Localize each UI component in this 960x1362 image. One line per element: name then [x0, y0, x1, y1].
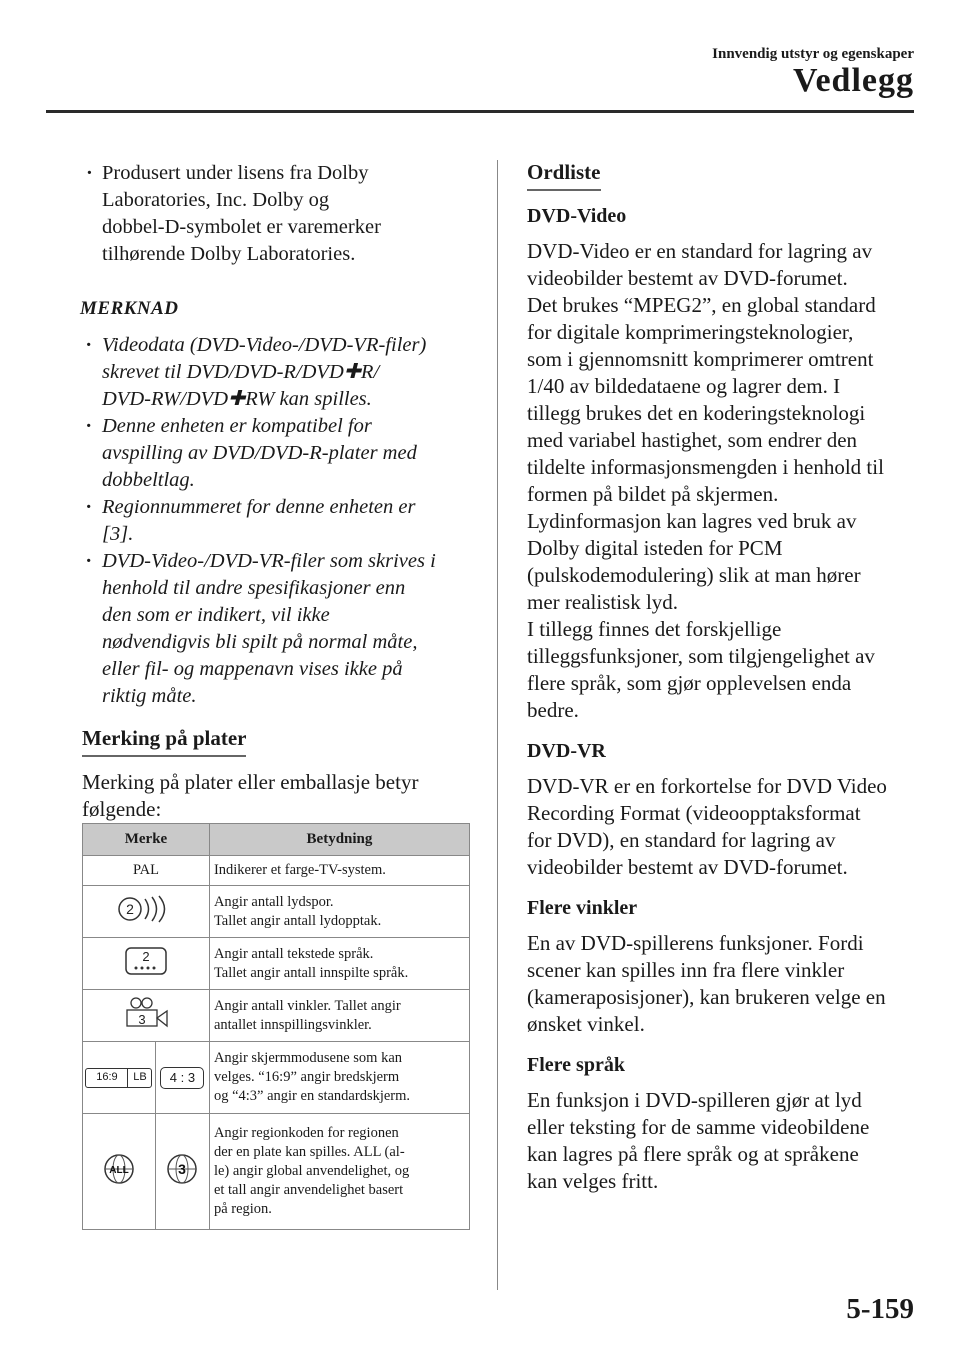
row-line: Angir antall vinkler. Tallet angir — [213, 997, 401, 1014]
row-line: et tall angir anvendelighet basert — [213, 1182, 404, 1198]
audio-tracks-icon — [83, 886, 210, 938]
widescreen-label: 16:9 — [96, 1071, 118, 1083]
intro-line: Laboratories, Inc. Dolby og — [102, 189, 330, 211]
widescreen-icon — [83, 1042, 156, 1114]
svg-text:2: 2 — [142, 948, 150, 964]
definition-line: 1/40 av bildedataene og lagrer dem. I — [527, 374, 841, 398]
row-line: Angir antall lydspor. — [213, 893, 334, 910]
subtitle-languages-icon — [83, 938, 210, 990]
term-dvd-vr: DVD-VR — [527, 740, 606, 762]
note-line: skrevet til DVD/DVD-R/DVD✚R/ — [102, 361, 380, 383]
note-line: nødvendigvis bli spilt på normal måte, — [102, 631, 418, 653]
table-header-row — [83, 824, 470, 856]
definition-line: (pulskodemodulering) slik at man hører — [527, 563, 861, 587]
camera-angles-icon-svg — [121, 996, 171, 1030]
svg-text:3: 3 — [178, 1160, 187, 1177]
definition-line: eller teksting for de samme videobildene — [527, 1115, 870, 1139]
definition-line: scener kan spilles inn fra flere vinkler — [527, 958, 845, 982]
definition-line: mer realistisk lyd. — [527, 590, 679, 614]
standard-screen-icon — [155, 1042, 209, 1114]
header-title: Vedlegg — [793, 62, 914, 99]
note-line: henhold til andre spesifikasjoner enn — [102, 577, 406, 599]
definition-line: DVD-VR er en forkortelse for DVD Video — [527, 774, 887, 798]
note-line: · DVD-Video-/DVD-VR-filer som skrives i — [102, 550, 436, 572]
note-line: eller fil- og mappenavn vises ikke på — [102, 658, 403, 680]
note-line: DVD-RW/DVD✚RW kan spilles. — [102, 388, 372, 410]
table-row — [83, 1042, 470, 1114]
row-description — [209, 1114, 469, 1230]
right-column — [527, 160, 922, 1195]
note-line: avspilling av DVD/DVD-R-plater med — [102, 442, 417, 464]
note-line: [3]. — [102, 523, 134, 545]
definition-line: for digitale komprimeringsteknologier, — [527, 320, 854, 344]
definition-line: bedre. — [527, 698, 579, 722]
definition-multiple-angles — [527, 930, 922, 1038]
row-description — [209, 938, 469, 990]
note-title: MERKNAD — [80, 298, 179, 319]
intro-bullet — [84, 160, 474, 268]
row-line: le) angir global anvendelighet, og — [213, 1163, 410, 1179]
definition-line: som i gjennomsnitt komprimerer omtrent — [527, 347, 874, 371]
header-subtitle: Innvendig utstyr og egenskaper — [712, 46, 914, 62]
note-line: · Videodata (DVD-Video-/DVD-VR-filer) — [102, 334, 427, 356]
intro-line: dobbel-D-symbolet er varemerker — [102, 216, 381, 238]
intro-line: tilhørende Dolby Laboratories. — [102, 243, 356, 265]
definition-line: for DVD), en standard for lagring av — [527, 828, 836, 852]
intro-line: · Produsert under lisens fra Dolby — [102, 162, 369, 184]
letterbox-label: LB — [127, 1069, 151, 1087]
term-dvd-video: DVD-Video — [527, 205, 627, 227]
definition-line: (kameraposisjoner), kan brukeren velge en — [527, 985, 886, 1009]
table-row — [83, 938, 470, 990]
table-row — [83, 886, 470, 938]
globe-icon — [102, 1152, 136, 1186]
column-divider — [497, 160, 498, 1290]
definition-line: tildelte informasjonsmengden i henhold til — [527, 455, 884, 479]
definition-line: DVD-Video er en standard for lagring av — [527, 239, 873, 263]
region-all-icon — [83, 1114, 156, 1230]
standard-screen-label: 4 : 3 — [160, 1067, 204, 1089]
definition-line: Dolby digital isteden for PCM — [527, 536, 783, 560]
definition-line: tilleggsfunksjoner, som tilgjengelighet av — [527, 644, 875, 668]
note-bullet — [84, 332, 474, 413]
definition-dvd-video — [527, 238, 922, 724]
definition-line: tillegg brukes det en koderingsteknologi — [527, 401, 866, 425]
row-line: Angir skjermmodusene som kan — [213, 1050, 403, 1066]
globe-icon — [165, 1152, 199, 1186]
mark-pal: PAL — [83, 856, 210, 886]
definition-multiple-languages — [527, 1087, 922, 1195]
note-line: dobbeltlag. — [102, 469, 195, 491]
definition-line: En av DVD-spillerens funksjoner. Fordi — [527, 931, 864, 955]
row-line: på region. — [213, 1201, 272, 1217]
subtitle-languages-icon-svg — [124, 946, 168, 976]
glossary-heading: Ordliste — [527, 160, 601, 191]
svg-text:2: 2 — [126, 900, 134, 917]
row-description — [209, 990, 469, 1042]
definition-line: ønsket vinkel. — [527, 1012, 645, 1036]
region-number-icon — [155, 1114, 209, 1230]
definition-line: med variabel hastighet, som endrer den — [527, 428, 858, 452]
marks-table — [82, 823, 470, 1230]
definition-line: I tillegg finnes det forskjellige — [527, 617, 782, 641]
row-description — [209, 1042, 469, 1114]
term-multiple-angles: Flere vinkler — [527, 897, 638, 919]
section-line: følgende: — [82, 797, 162, 821]
table-row — [83, 1114, 470, 1230]
row-line: antallet innspillingsvinkler. — [213, 1016, 372, 1033]
row-description — [209, 886, 469, 938]
row-line: og “4:3” angir en standardskjerm. — [213, 1088, 411, 1104]
row-line: velges. “16:9” angir bredskjerm — [213, 1069, 400, 1085]
note-line: · Denne enheten er kompatibel for — [102, 415, 372, 437]
svg-text:ALL: ALL — [109, 1164, 129, 1176]
term-multiple-languages: Flere språk — [527, 1054, 625, 1076]
svg-text:3: 3 — [138, 1011, 146, 1027]
note-bullet — [84, 548, 474, 710]
definition-line: kan lagres på flere språk og at språkene — [527, 1142, 859, 1166]
note-line: riktig måte. — [102, 685, 197, 707]
definition-line: Det brukes “MPEG2”, en global standard — [527, 293, 876, 317]
section-text — [82, 769, 474, 823]
note-bullet — [84, 494, 474, 548]
definition-line: En funksjon i DVD-spilleren gjør at lyd — [527, 1088, 862, 1112]
table-row — [83, 856, 470, 886]
definition-line: videobilder bestemt av DVD-forumet. — [527, 266, 848, 290]
note-line: den som er indikert, vil ikke — [102, 604, 330, 626]
definition-line: videobilder bestemt av DVD-forumet. — [527, 855, 848, 879]
table-row — [83, 990, 470, 1042]
note-bullet — [84, 413, 474, 494]
definition-dvd-vr — [527, 773, 922, 881]
definition-line: Recording Format (videoopptaksformat — [527, 801, 861, 825]
section-line: Merking på plater eller emballasje betyr — [82, 770, 419, 794]
definition-line: formen på bildet på skjermen. — [527, 482, 779, 506]
definition-line: kan velges fritt. — [527, 1169, 659, 1193]
left-column — [80, 160, 474, 823]
section-heading-marks: Merking på plater — [82, 726, 246, 757]
header-cell-meaning: Betydning — [209, 824, 469, 856]
header-cell-mark: Merke — [83, 824, 210, 856]
row-line: Angir regionkoden for regionen — [213, 1125, 399, 1141]
note-line: · Regionnummeret for denne enheten er — [102, 496, 416, 518]
row-line: der en plate kan spilles. ALL (al- — [213, 1144, 405, 1160]
row-line: Tallet angir antall innspilte språk. — [213, 964, 409, 981]
page-number: 5-159 — [846, 1293, 914, 1325]
definition-line: flere språk, som gjør opplevelsen enda — [527, 671, 852, 695]
row-line: Tallet angir antall lydopptak. — [213, 912, 382, 929]
definition-line: Lydinformasjon kan lagres ved bruk av — [527, 509, 857, 533]
row-description — [209, 856, 469, 886]
camera-angles-icon — [83, 990, 210, 1042]
row-line: Angir antall tekstede språk. — [213, 945, 374, 962]
header-rule — [46, 110, 914, 113]
audio-tracks-icon-svg — [116, 895, 176, 923]
row-line: Indikerer et farge-TV-system. — [213, 862, 386, 878]
